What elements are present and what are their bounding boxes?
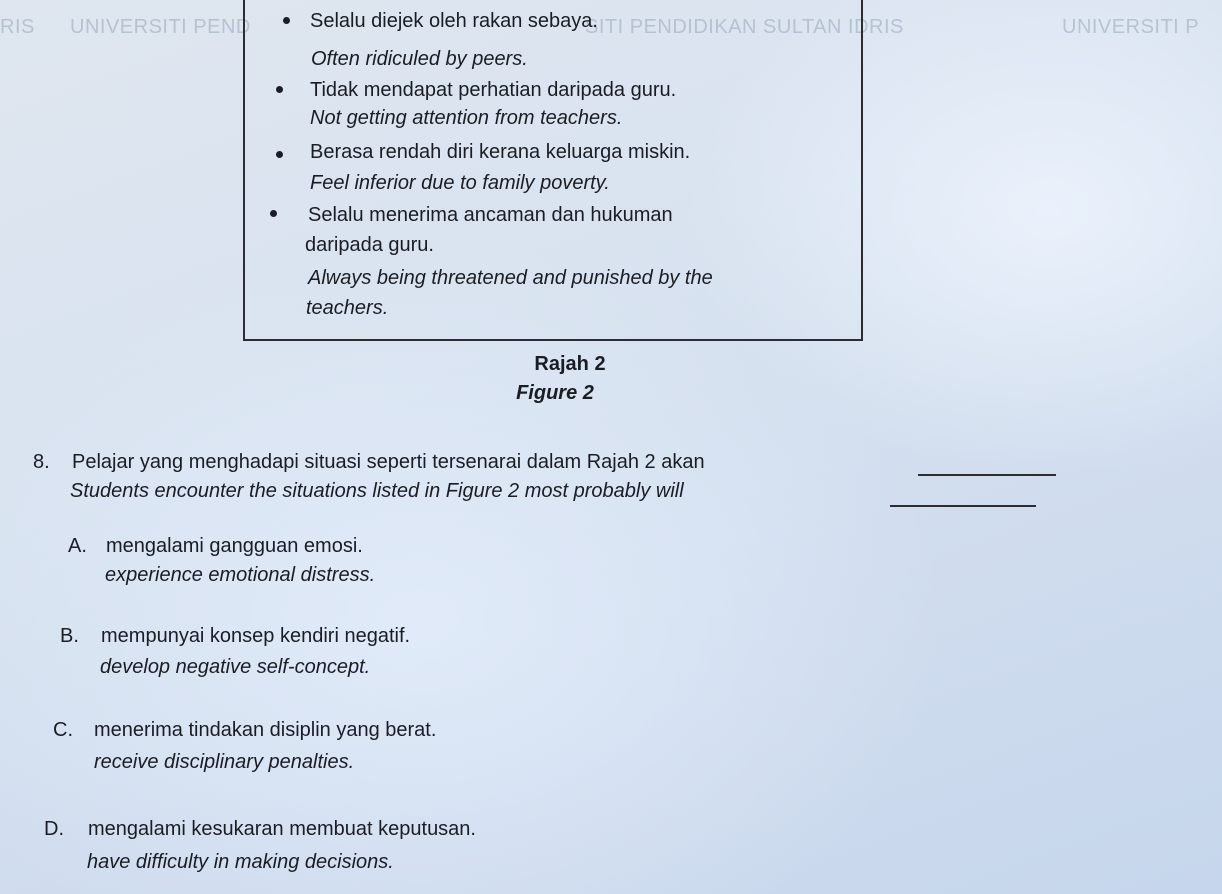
option-d-ms: mengalami kesukaran membuat keputusan.	[88, 818, 476, 840]
figure-item-en: teachers.	[306, 297, 389, 319]
option-b-en: develop negative self-concept.	[100, 656, 371, 678]
figure-item-en: Feel inferior due to family poverty.	[310, 172, 610, 194]
answer-blank	[890, 505, 1036, 507]
option-a-en: experience emotional distress.	[105, 564, 376, 586]
option-d-en: have difficulty in making decisions.	[87, 851, 394, 873]
bullet-icon	[276, 151, 283, 158]
figure-item-ms: Selalu diejek oleh rakan sebaya.	[310, 10, 598, 32]
question-number: 8.	[33, 451, 50, 473]
option-c-en: receive disciplinary penalties.	[94, 751, 355, 773]
figure-item-en: Often ridiculed by peers.	[311, 48, 528, 70]
option-letter: A.	[68, 535, 87, 557]
figure-item-en: Always being threatened and punished by the	[308, 267, 713, 289]
bullet-icon	[276, 86, 283, 93]
figure-item-ms: daripada guru.	[305, 234, 434, 256]
bullet-icon	[283, 17, 290, 24]
figure-item-ms: Selalu menerima ancaman dan hukuman	[308, 204, 673, 226]
watermark-text: UNIVERSITI P	[1062, 16, 1200, 38]
option-c-ms: menerima tindakan disiplin yang berat.	[94, 719, 437, 741]
question-stem-ms: Pelajar yang menghadapi situasi seperti tersenarai dalam Rajah 2 akan	[72, 451, 705, 473]
answer-blank	[918, 474, 1056, 476]
option-b-ms: mempunyai konsep kendiri negatif.	[101, 625, 411, 647]
question-stem-en: Students encounter the situations listed in Figure 2 most probably will	[70, 480, 684, 502]
option-letter: D.	[44, 818, 64, 840]
watermark-text: SITI PENDIDIKAN SULTAN IDRIS	[585, 16, 904, 38]
option-letter: B.	[60, 625, 79, 647]
figure-item-ms: Tidak mendapat perhatian daripada guru.	[310, 79, 677, 101]
figure-item-ms: Berasa rendah diri kerana keluarga miskin.	[310, 141, 691, 163]
watermark-text: RIS	[0, 16, 35, 38]
watermark-text: UNIVERSITI PEND	[70, 16, 251, 38]
figure-caption-ms: Rajah 2	[534, 353, 606, 375]
option-a-ms: mengalami gangguan emosi.	[106, 535, 363, 557]
option-letter: C.	[53, 719, 73, 741]
figure-item-en: Not getting attention from teachers.	[310, 107, 623, 129]
bullet-icon	[270, 210, 277, 217]
figure-caption-en: Figure 2	[516, 382, 594, 404]
